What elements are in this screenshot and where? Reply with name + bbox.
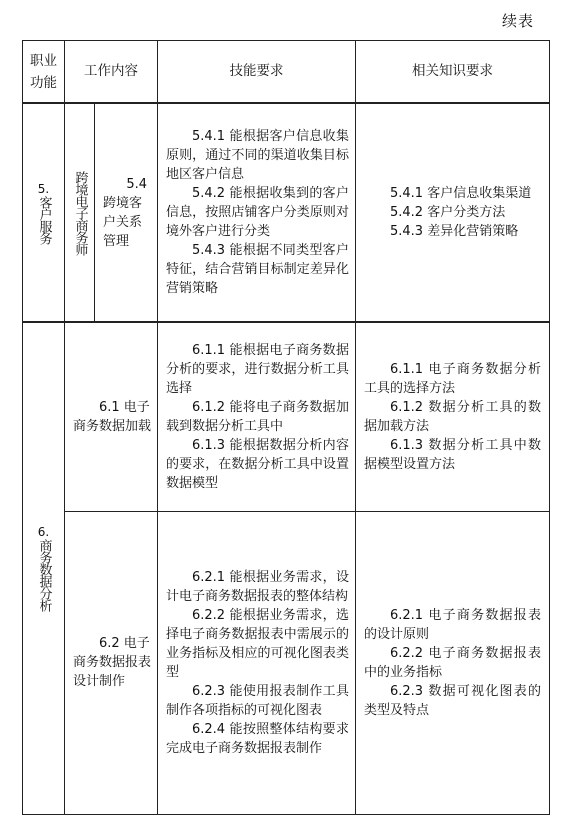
list-item: 6.2.3 能使用报表制作工具制作各项指标的可视化图表 <box>166 683 349 718</box>
list-item: 6.2.1 能根据业务需求，设计电子商务数据报表的整体结构 <box>166 569 349 604</box>
list-item: 5.4.3 能根据不同类型客户特征，结合营销目标制定差异化营销策略 <box>166 243 349 296</box>
header-knowledge: 相关知识要求 <box>356 41 550 104</box>
list-item: 6.1.2 能将电子商务数据加载到数据分析工具中 <box>166 399 349 434</box>
list-item: 6.1.2 数据分析工具的数据加载方法 <box>364 399 541 434</box>
function-name: 商务数据分析 <box>36 539 52 612</box>
list-item: 6.1.3 数据分析工具中数据模型设置方法 <box>364 437 541 472</box>
table-row <box>23 322 550 511</box>
skills-cell-5-4 <box>158 103 356 322</box>
content-cell-6-1 <box>65 322 158 511</box>
header-function-label: 职业功能 <box>30 52 57 91</box>
header-content: 工作内容 <box>65 41 158 104</box>
skills-cell-6-1 <box>158 322 356 511</box>
list-item: 6.1.1 能根据电子商务数据分析的要求，进行数据分析工具选择 <box>166 342 349 396</box>
list-item: 6.1.1 电子商务数据分析工具的选择方法 <box>364 361 541 396</box>
list-item: 6.1.3 能根据数据分析内容的要求，在数据分析工具中设置数据模型 <box>166 437 349 491</box>
function-cell-6 <box>23 322 65 814</box>
function-number: 5. <box>37 181 50 196</box>
function-name: 客户服务 <box>36 195 52 244</box>
list-item: 6.2.4 能按照整体结构要求完成电子商务数据报表制作 <box>166 721 349 756</box>
content-name: 6.1 电子商务数据加载 <box>73 399 152 434</box>
skills-table <box>22 40 550 815</box>
list-item: 6.2.2 能根据业务需求，选择电子商务数据报表中需展示的业务指标及相应的可视化图表类型 <box>166 607 349 680</box>
list-item: 6.2.3 数据可视化图表的类型及特点 <box>364 683 541 718</box>
content-name: 跨境客户关系管理 <box>103 195 143 249</box>
table-row <box>23 511 550 814</box>
knowledge-cell-5-4 <box>356 103 550 322</box>
list-item: 6.2.1 电子商务数据报表的设计原则 <box>364 607 541 642</box>
table-header-row <box>23 41 550 104</box>
list-item: 6.2.2 电子商务数据报表中的业务指标 <box>364 645 541 680</box>
occupation-name: 跨境电子商务师 <box>72 170 88 255</box>
continued-label: 续表 <box>501 12 534 30</box>
occupation-cell <box>65 103 95 322</box>
function-cell-5 <box>23 103 65 322</box>
function-number: 6. <box>37 525 50 540</box>
header-function <box>23 41 65 104</box>
content-cell-5-4 <box>95 103 158 322</box>
list-item: 5.4.3 差异化营销策略 <box>390 224 519 239</box>
list-item: 5.4.2 客户分类方法 <box>390 205 506 220</box>
content-code: 5.4 <box>126 176 147 192</box>
table-row <box>23 103 550 322</box>
knowledge-cell-6-1 <box>356 322 550 511</box>
knowledge-cell-6-2 <box>356 511 550 814</box>
content-cell-6-2 <box>65 511 158 814</box>
header-skills: 技能要求 <box>158 41 356 104</box>
content-name: 6.2 电子商务数据报表设计制作 <box>73 636 152 689</box>
skills-cell-6-2 <box>158 511 356 814</box>
list-item: 5.4.2 能根据收集到的客户信息，按照店铺客户分类原则对境外客户进行分类 <box>166 186 349 239</box>
list-item: 5.4.1 客户信息收集渠道 <box>390 186 532 201</box>
list-item: 5.4.1 能根据客户信息收集原则，通过不同的渠道收集目标地区客户信息 <box>166 129 349 182</box>
